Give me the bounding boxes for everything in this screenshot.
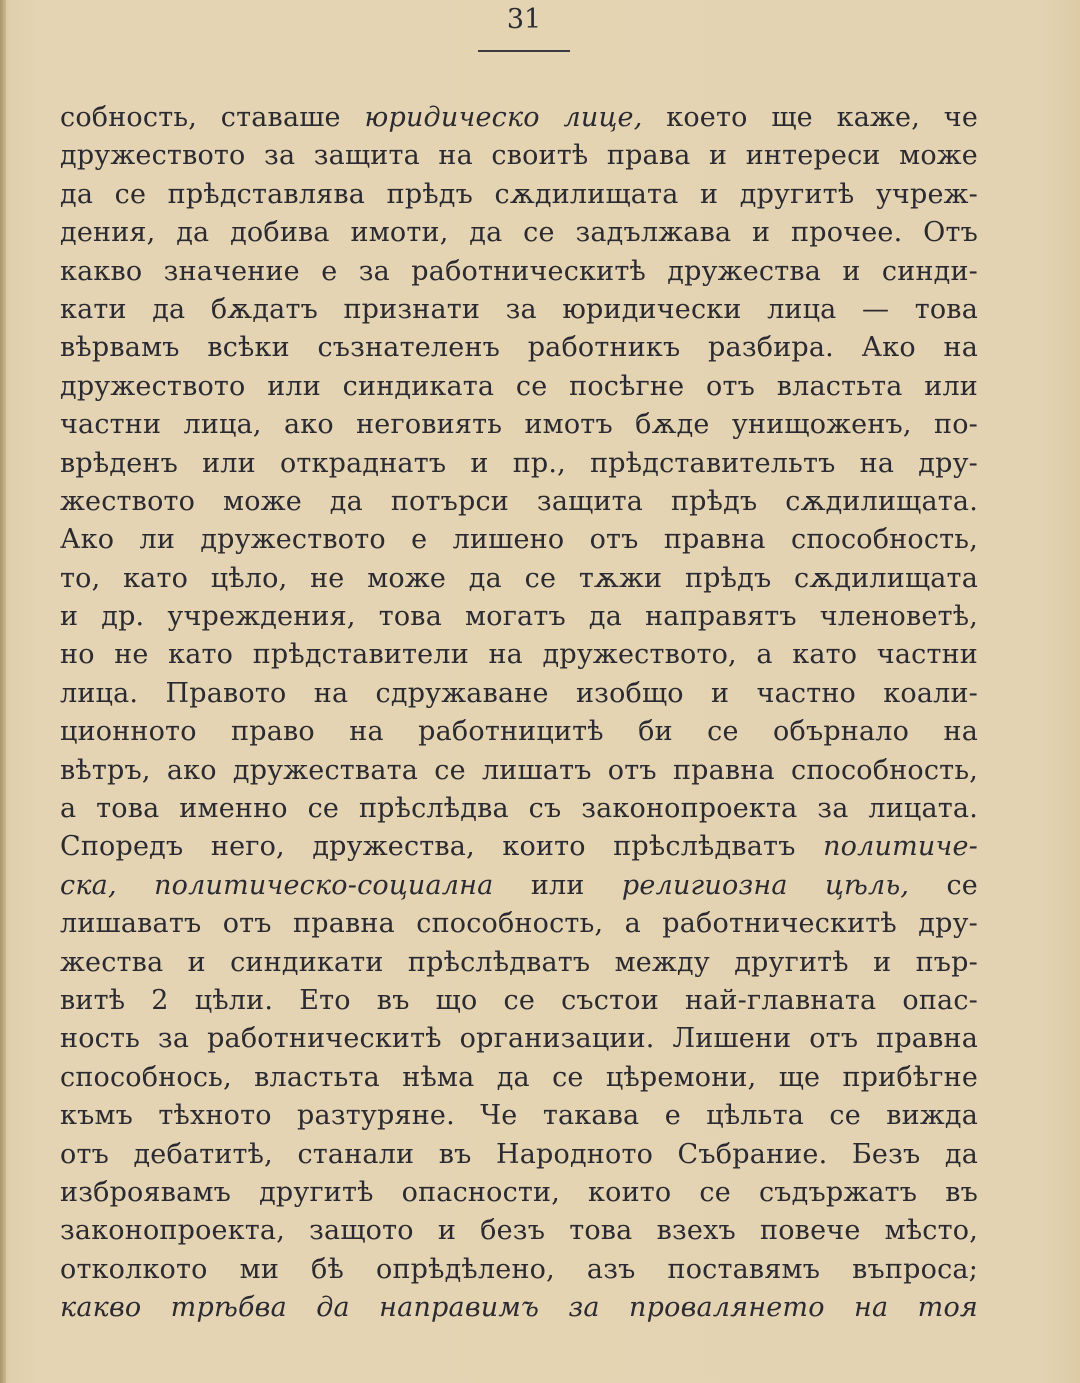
text-line [60, 176, 978, 214]
text-line [60, 790, 978, 828]
text-run: или [493, 869, 622, 901]
text-run: жества и синдикати прѣслѣдватъ между другитѣ и пър- [60, 946, 978, 978]
text-run: но не като прѣдставители на дружеството, а като частни [60, 639, 978, 671]
text-line [60, 752, 978, 790]
text-run: се [909, 869, 978, 901]
text-line [60, 1212, 978, 1250]
text-line [60, 675, 978, 713]
text-line [60, 598, 978, 636]
text-line [60, 828, 978, 866]
text-line [60, 867, 978, 905]
text-line [60, 905, 978, 943]
text-run: какво значение е за работническитѣ дружества и синди- [60, 255, 978, 287]
text-run: витѣ 2 цѣли. Ето въ що се състои най-главната опас- [60, 984, 978, 1016]
text-line [60, 560, 978, 598]
text-line [60, 1174, 978, 1212]
text-run: Ако ли дружеството е лишено отъ правна способность, [60, 524, 978, 556]
text-line [60, 329, 978, 367]
italic-emphasis: религиозна цѣль, [621, 869, 910, 901]
text-run: врѣденъ или откраднатъ и пр., прѣдставительтъ на дру- [60, 447, 978, 479]
italic-emphasis: ска, политическо-социална [60, 869, 494, 901]
text-run: ность за работническитѣ организации. Лишени отъ правна [60, 1023, 978, 1055]
text-line [60, 944, 978, 982]
text-run: отъ дебатитѣ, станали въ Народното Събрание. Безъ да [60, 1138, 978, 1170]
italic-emphasis: политиче- [823, 831, 978, 863]
text-line [60, 1097, 978, 1135]
text-line [60, 368, 978, 406]
text-line [60, 253, 978, 291]
text-run: да се прѣдставлява прѣдъ сѫдилищата и другитѣ учреж- [60, 178, 978, 210]
text-line [60, 137, 978, 175]
text-run: жеството може да потърси защита прѣдъ сѫдилищата. [60, 485, 978, 517]
text-line [60, 214, 978, 252]
text-line [60, 445, 978, 483]
italic-emphasis: юридическо лице, [364, 102, 643, 133]
text-run: изброявамъ другитѣ опасности, които се съдържатъ въ [60, 1176, 978, 1208]
body-text [60, 99, 978, 1328]
text-line [60, 636, 978, 674]
text-run: лишаватъ отъ правна способность, а работническитѣ дру- [60, 908, 978, 940]
text-run: ционното право на работницитѣ би се обърнало на [60, 716, 978, 748]
text-run: законопроекта, защото и безъ това взехъ повече мѣсто, [60, 1215, 978, 1247]
text-run: дения, да добива имоти, да се задължава и прочее. Отъ [60, 217, 978, 249]
binding-edge [0, 0, 6, 1383]
text-run: частни лица, ако неговиять имотъ бѫде унищоженъ, по- [60, 409, 978, 441]
text-line [60, 1020, 978, 1058]
header-rule [478, 50, 570, 52]
text-run: а това именно се прѣслѣдва съ законопроекта за лицата. [60, 793, 978, 825]
text-line [60, 982, 978, 1020]
text-run: кати да бѫдатъ признати за юридически лица — това [60, 293, 978, 325]
text-run: дружеството или синдиката се посѣгне отъ властьта или [60, 370, 978, 402]
page-number: 31 [506, 4, 542, 35]
italic-emphasis: какво трѣбва да направимъ за провалянето на тоя [60, 1292, 978, 1324]
text-run: Споредъ него, дружества, които прѣслѣдватъ [60, 831, 824, 863]
text-line [60, 291, 978, 329]
text-run: което ще каже, че [642, 102, 978, 133]
text-run: собность, ставаше [60, 102, 365, 133]
text-run: то, като цѣло, не може да се тѫжи прѣдъ сѫдилищата [60, 562, 978, 594]
text-line [60, 1251, 978, 1289]
text-run: вѣтръ, ако дружествата се лишатъ отъ правна способность, [60, 754, 978, 786]
text-line [60, 1289, 978, 1327]
text-line [60, 483, 978, 521]
text-line [60, 406, 978, 444]
text-run: и др. учреждения, това могатъ да направятъ членоветѣ, [60, 601, 978, 633]
text-run: дружеството за защита на своитѣ права и интереси може [60, 140, 978, 172]
text-run: вѣрвамъ всѣки съзнателенъ работникъ разбира. Ако на [60, 332, 978, 364]
text-run: къмъ тѣхното разтуряне. Че такава е цѣльта се вижда [60, 1100, 978, 1132]
text-line [60, 713, 978, 751]
text-line [60, 99, 978, 137]
text-run: лица. Правото на сдружаване изобщо и частно коали- [60, 677, 978, 709]
text-line [60, 1136, 978, 1174]
text-run: способнось, властьта нѣма да се цѣремони, ще прибѣгне [60, 1061, 978, 1093]
text-run: отколкото ми бѣ опрѣдѣлено, азъ поставямъ въпроса; [60, 1253, 978, 1285]
text-line [60, 521, 978, 559]
text-line [60, 1059, 978, 1097]
